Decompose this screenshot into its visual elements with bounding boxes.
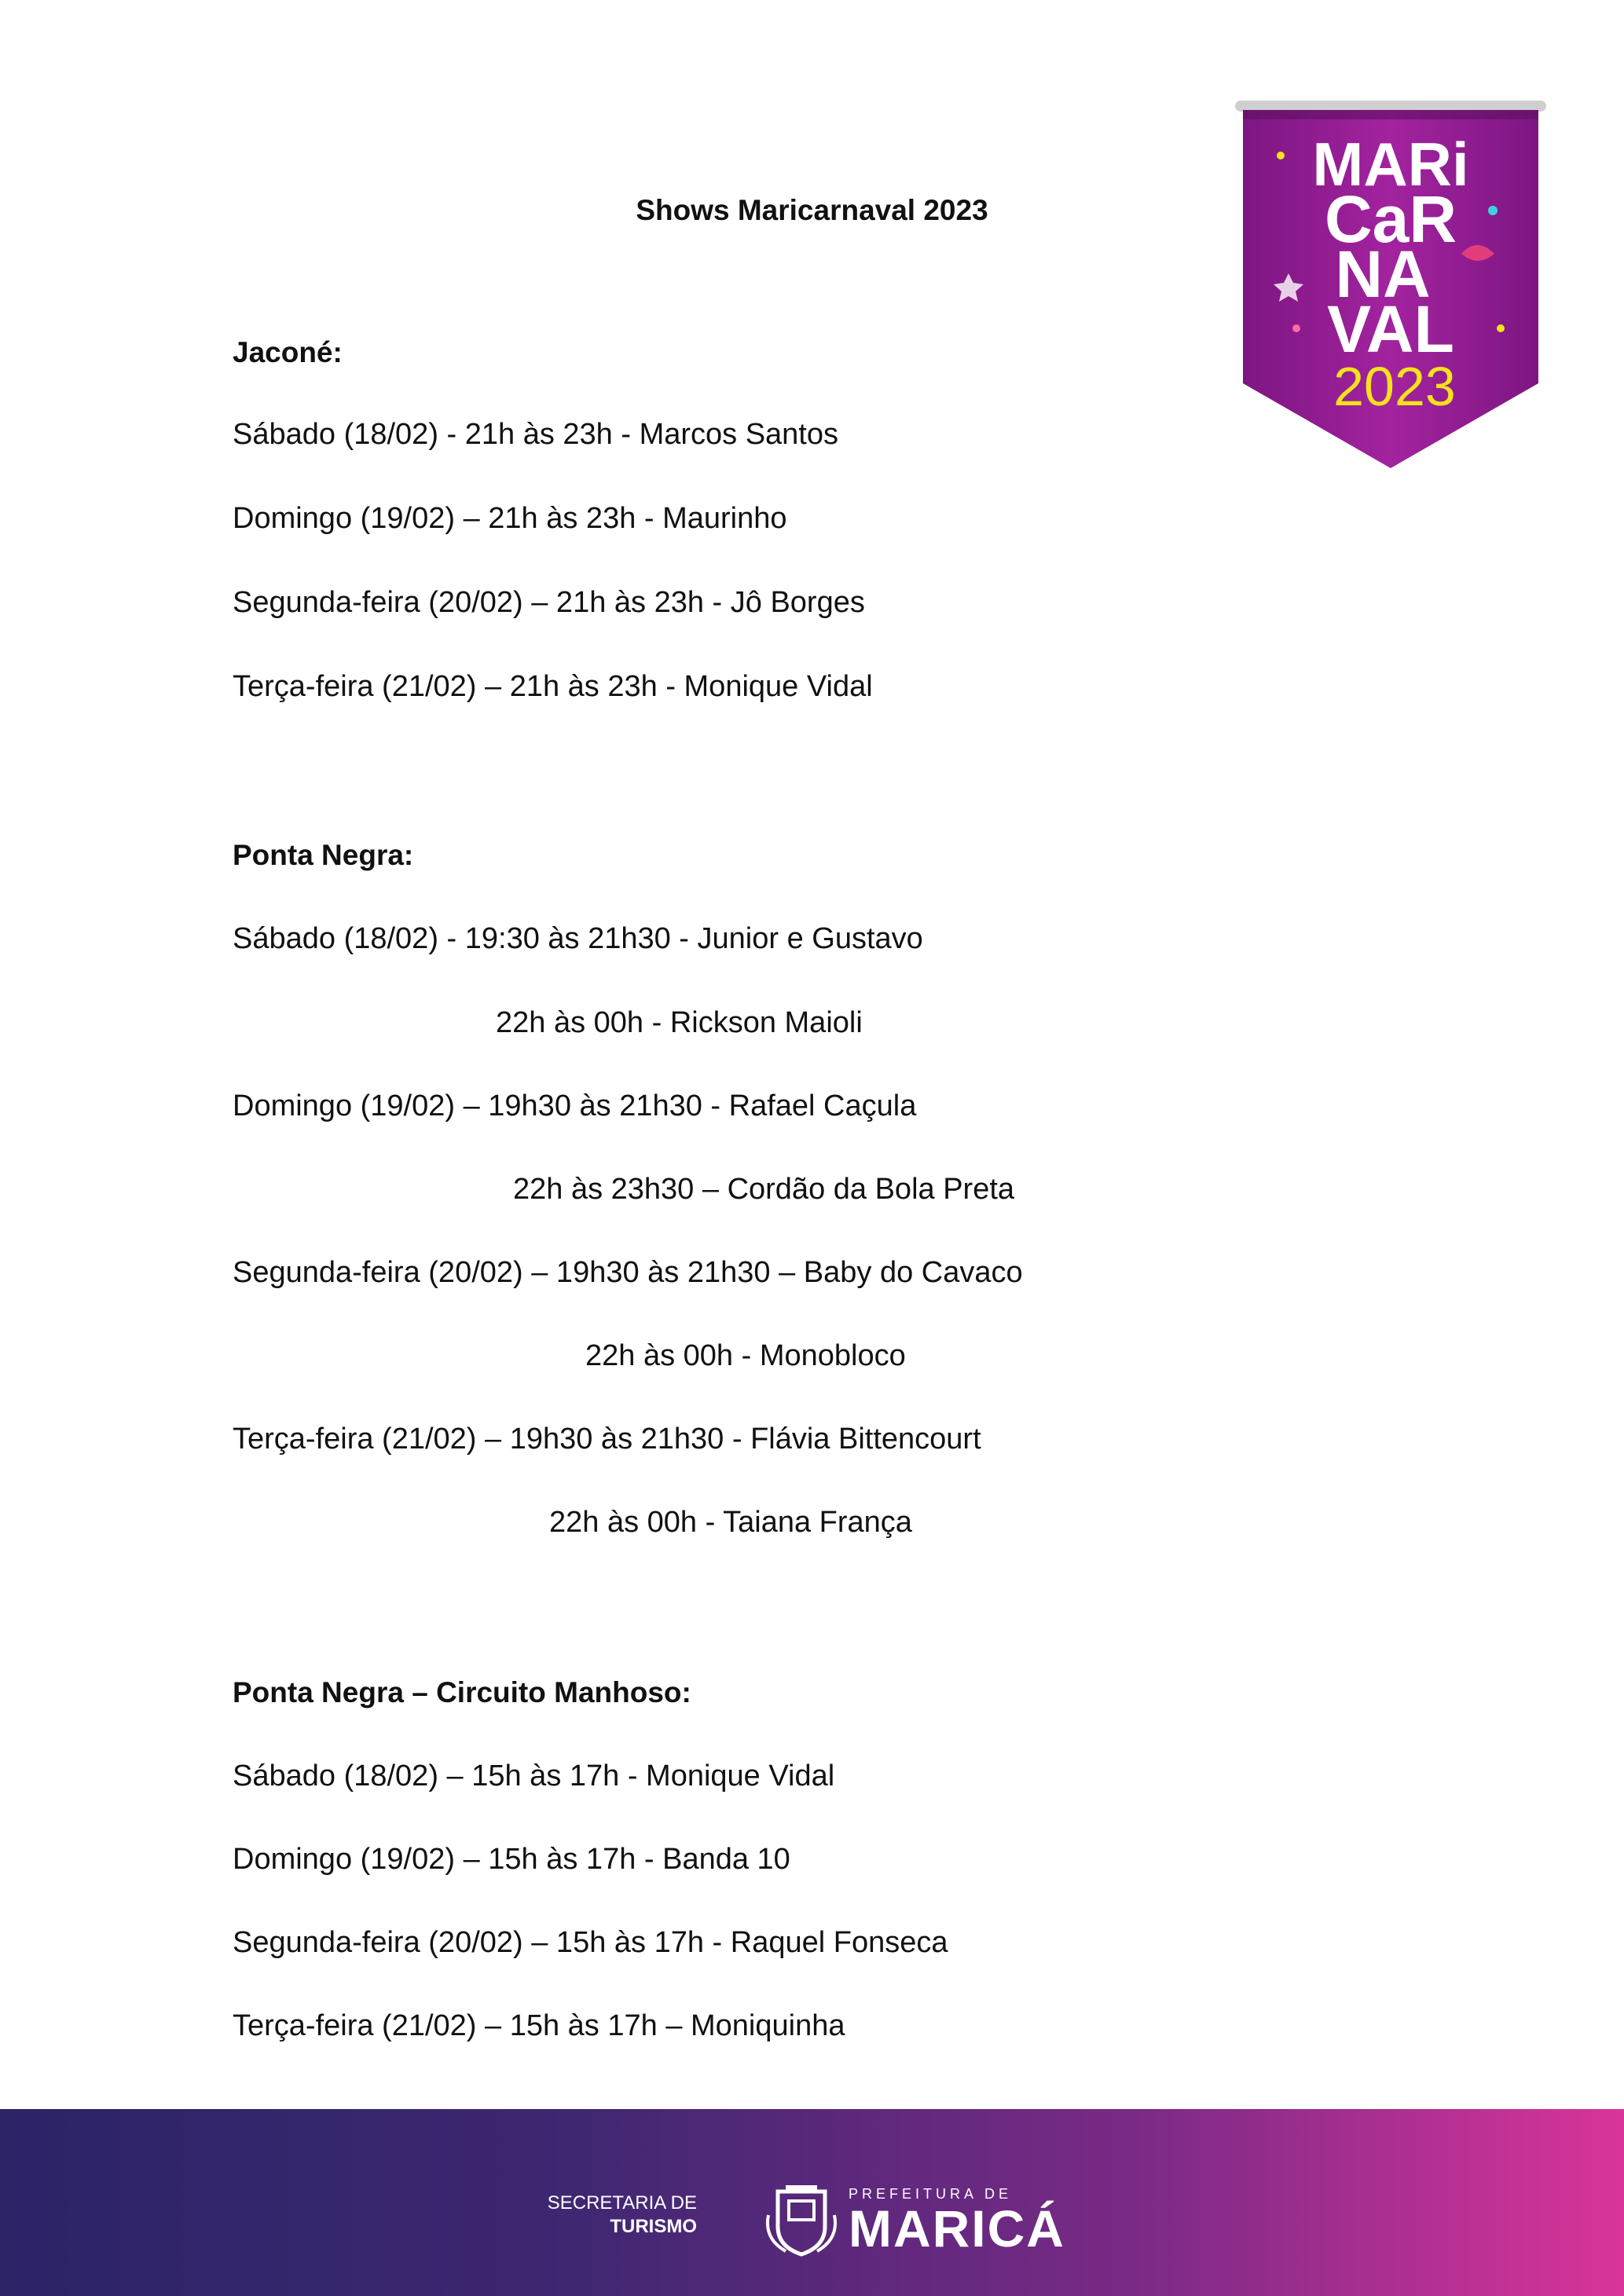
schedule-line: 22h às 23h30 – Cordão da Bola Preta: [513, 1173, 1015, 1206]
schedule-line: Domingo (19/02) – 21h às 23h - Maurinho: [233, 502, 787, 535]
section-heading-jacone: Jaconé:: [233, 336, 343, 368]
municipal-crest-icon: [762, 2184, 841, 2259]
confetti-icon: [1277, 152, 1285, 159]
schedule-line: Terça-feira (21/02) – 21h às 23h - Monique Vidal: [233, 670, 873, 703]
schedule-line: Sábado (18/02) - 21h às 23h - Marcos Santos: [233, 418, 839, 451]
schedule-line: Terça-feira (21/02) – 19h30 às 21h30 - Flávia Bittencourt: [233, 1423, 981, 1456]
schedule-line: 22h às 00h - Monobloco: [585, 1339, 906, 1372]
schedule-line: Domingo (19/02) – 19h30 às 21h30 - Rafael Caçula: [233, 1089, 917, 1122]
prefeitura-big-text: MARICÁ: [849, 2199, 1065, 2258]
schedule-line: Sábado (18/02) – 15h às 17h - Monique Vidal: [233, 1760, 835, 1792]
logo-line-3: NA: [1335, 237, 1431, 311]
logo-line-5: 2023: [1333, 356, 1456, 417]
secretaria-label: [548, 2192, 697, 2239]
schedule-line: Segunda-feira (20/02) – 21h às 23h - Jô Borges: [233, 586, 865, 619]
schedule-line: Segunda-feira (20/02) – 19h30 às 21h30 – Baby do Cavaco: [233, 1256, 1023, 1289]
secretaria-line-2: TURISMO: [610, 2216, 697, 2237]
schedule-line: Segunda-feira (20/02) – 15h às 17h - Raquel Fonseca: [233, 1926, 948, 1959]
confetti-icon: [1488, 206, 1498, 215]
confetti-icon: [1497, 324, 1505, 332]
logo-line-2: CaR: [1324, 182, 1457, 256]
schedule-line: Sábado (18/02) - 19:30 às 21h30 - Junior e Gustavo: [233, 922, 923, 955]
page-title: Shows Maricarnaval 2023: [636, 194, 988, 226]
schedule-line: 22h às 00h - Taiana França: [549, 1506, 912, 1539]
schedule-line: 22h às 00h - Rickson Maioli: [496, 1006, 863, 1039]
maricarnaval-logo: [1226, 93, 1556, 478]
prefeitura-small-text: PREFEITURA DE: [849, 2186, 1013, 2202]
confetti-icon: [1292, 324, 1300, 332]
schedule-line: Terça-feira (21/02) – 15h às 17h – Moniquinha: [233, 2009, 845, 2042]
logo-line-1: MARi: [1312, 130, 1469, 199]
secretaria-line-1: SECRETARIA DE: [547, 2192, 697, 2214]
prefeitura-logo: [849, 2185, 1065, 2258]
schedule-line: Domingo (19/02) – 15h às 17h - Banda 10: [233, 1843, 790, 1876]
section-heading-circuito-manhoso: Ponta Negra – Circuito Manhoso:: [233, 1676, 691, 1708]
section-heading-ponta-negra: Ponta Negra:: [233, 839, 414, 871]
logo-line-4: VAL: [1327, 292, 1454, 366]
